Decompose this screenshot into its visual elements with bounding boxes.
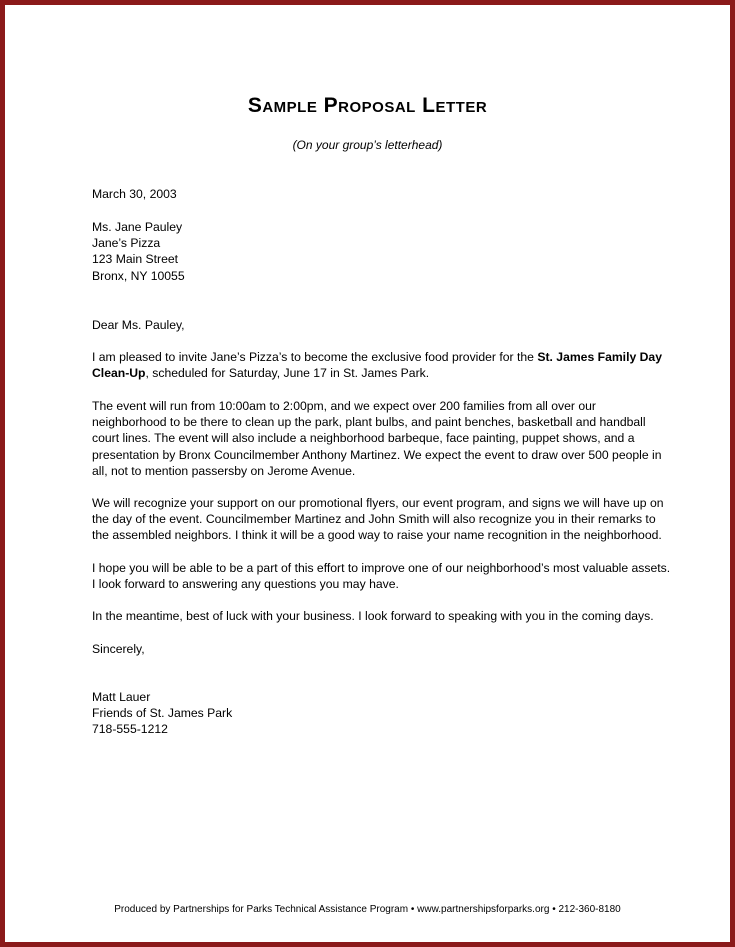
event-name-bold: Clean-Up xyxy=(92,366,146,381)
paragraph-line: In the meantime, best of luck with your business. I look forward to speaking with you in the coming days. xyxy=(92,609,654,623)
salutation: Dear Ms. Pauley, xyxy=(92,318,185,332)
paragraph-hope xyxy=(92,560,671,592)
signer-organization: Friends of St. James Park xyxy=(92,706,233,721)
letter-date: March 30, 2003 xyxy=(92,187,177,201)
recipient-city: Bronx, NY 10055 xyxy=(92,268,185,283)
paragraph-line: The event will run from 10:00am to 2:00pm, and we expect over 200 families from all over our xyxy=(92,399,596,413)
paragraph-line: I look forward to answering any questions you may have. xyxy=(92,577,399,592)
recipient-street: 123 Main Street xyxy=(92,252,179,267)
paragraph-invitation xyxy=(92,349,662,381)
closing: Sincerely, xyxy=(92,642,145,656)
signature-block xyxy=(92,689,652,738)
paragraph-line xyxy=(92,365,652,381)
paragraph-line: presentation by Bronx Councilmember Anthony Martinez. We expect the event to draw over 500 people in xyxy=(92,447,662,462)
paragraph-line: court lines. The event will also include a neighborhood barbeque, face painting, puppet shows, and a xyxy=(92,431,635,446)
text-segment: I am pleased to invite Jane’s Pizza’s to become the exclusive food provider for the xyxy=(92,350,538,364)
recipient-name: Ms. Jane Pauley xyxy=(92,220,183,234)
paragraph-wishes xyxy=(92,608,652,624)
paragraph-recognition xyxy=(92,495,664,544)
paragraph-line: the day of the event. Councilmember Martinez and John Smith will also recognize you in their remarks to xyxy=(92,512,656,527)
signer-name: Matt Lauer xyxy=(92,690,151,704)
paragraph-line: the assembled neighbors. I think it will be a good way to raise your name recognition in the neighborhood. xyxy=(92,528,662,543)
paragraph-line: neighborhood to be there to clean up the park, plant bulbs, and paint benches, basketball and handball xyxy=(92,415,646,430)
text-segment: , scheduled for Saturday, June 17 in St. James Park. xyxy=(145,366,430,381)
paragraph-line: all, not to mention passersby on Jerome Avenue. xyxy=(92,463,356,478)
paragraph-line: I hope you will be able to be a part of this effort to improve one of our neighborhood’s most valuable assets. xyxy=(92,561,671,575)
paragraph-line: We will recognize your support on our promotional flyers, our event program, and signs we will have up on xyxy=(92,496,664,510)
page-footer: Produced by Partnerships for Parks Technical Assistance Program • www.partnershipsforparks.org • 212-360-8180 xyxy=(114,904,621,915)
letter-title: Sample Proposal Letter xyxy=(247,94,488,117)
recipient-company: Jane’s Pizza xyxy=(92,236,161,251)
paragraph-event-details xyxy=(92,398,662,479)
letterhead-note: (On your group’s letterhead) xyxy=(292,138,443,152)
signer-phone: 718-555-1212 xyxy=(92,722,168,737)
paragraph-line xyxy=(92,349,662,365)
event-name-bold: St. James Family Day xyxy=(537,350,662,364)
recipient-address xyxy=(92,219,652,284)
